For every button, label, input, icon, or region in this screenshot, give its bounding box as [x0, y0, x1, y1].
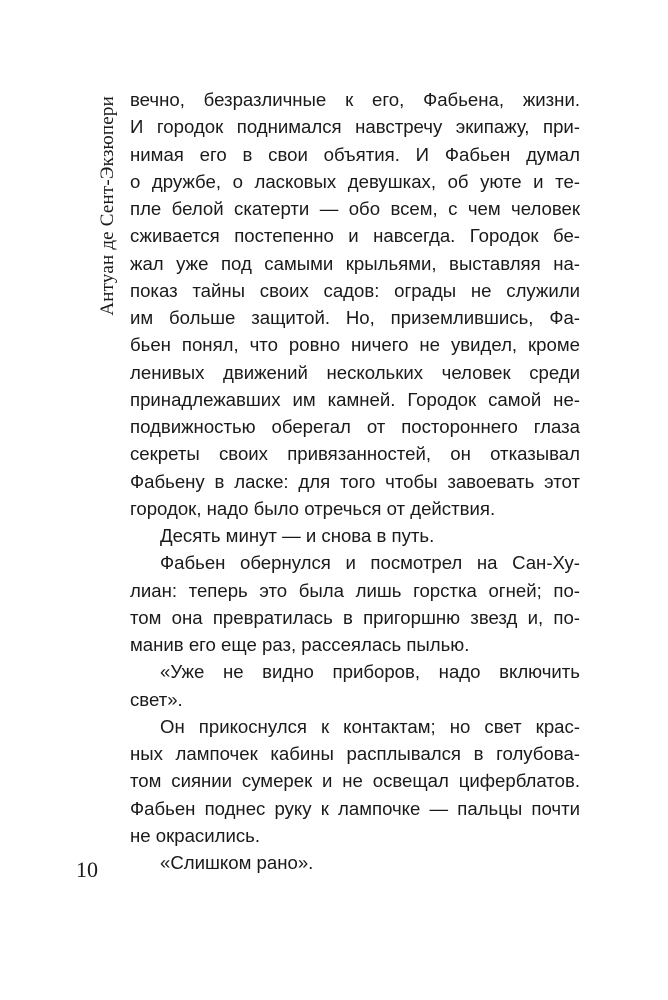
text-line: сживается постепенно и навсегда. Городок бе- [130, 225, 580, 247]
text-line: Фабьен поднес руку к лампочке — пальцы почти [130, 797, 580, 819]
text-line: жал уже под самыми крыльями, выставляя на- [130, 252, 580, 274]
text-line: им больше защитой. Но, приземлившись, Фа- [130, 307, 580, 328]
text-line: показ тайны своих садов: ограды не служили [130, 279, 580, 301]
text-line: лиан: теперь это была лишь горстка огней; по- [130, 579, 580, 601]
text-line: подвижностью оберегал от постороннего глаза [130, 416, 580, 437]
text-line: городок, надо было отречься от действия. [130, 497, 496, 519]
text-line: о дружбе, о ласковых девушках, об уюте и те- [130, 170, 580, 192]
paragraph [130, 549, 580, 658]
text-line: секреты своих привязанностей, он отказывал [130, 443, 580, 465]
page-number: 10 [76, 857, 98, 882]
text-line: ленивых движений нескольких человек среди [130, 361, 580, 383]
text-line: бьен понял, что ровно ничего не увидел, кроме [130, 334, 580, 356]
text-line: «Слишком рано». [160, 852, 314, 873]
paragraph [130, 658, 580, 713]
text-line: том сиянии сумерек и не освещал циферблатов. [130, 770, 580, 792]
text-line: не окрасились. [130, 824, 261, 846]
text-line: нимая его в свои объятия. И Фабьен думал [130, 143, 580, 165]
text-line: Фабьен обернулся и посмотрел на Сан-Ху- [160, 552, 580, 574]
text-line: «Уже не видно приборов, надо включить [160, 661, 580, 683]
text-line: принадлежавших им камней. Городок самой не- [130, 388, 580, 410]
text-line: Он прикоснулся к контактам; но свет крас- [160, 715, 580, 737]
text-line: свет». [130, 688, 183, 710]
text-line: манив его еще раз, рассеялась пылью. [130, 634, 470, 655]
text-line: пле белой скатерти — обо всем, с чем человек [130, 198, 580, 219]
text-line: Фабьену в ласке: для того чтобы завоевать этот [130, 470, 580, 492]
text-line: том она превратилась в пригоршню звезд и, по- [130, 606, 580, 628]
text-line: Десять минут — и снова в путь. [160, 525, 435, 546]
paragraph [130, 849, 580, 876]
text-line: ных лампочек кабины расплывался в голубова- [130, 743, 580, 764]
paragraph [130, 522, 580, 549]
paragraph [130, 713, 580, 849]
running-head-author: Антуан де Сент-Экзюпери [97, 96, 118, 316]
text-line: И городок поднимался навстречу экипажу, при- [130, 116, 580, 138]
text-line: вечно, безразличные к его, Фабьена, жизни. [130, 89, 580, 110]
body-text [130, 86, 580, 876]
paragraph [130, 86, 580, 522]
